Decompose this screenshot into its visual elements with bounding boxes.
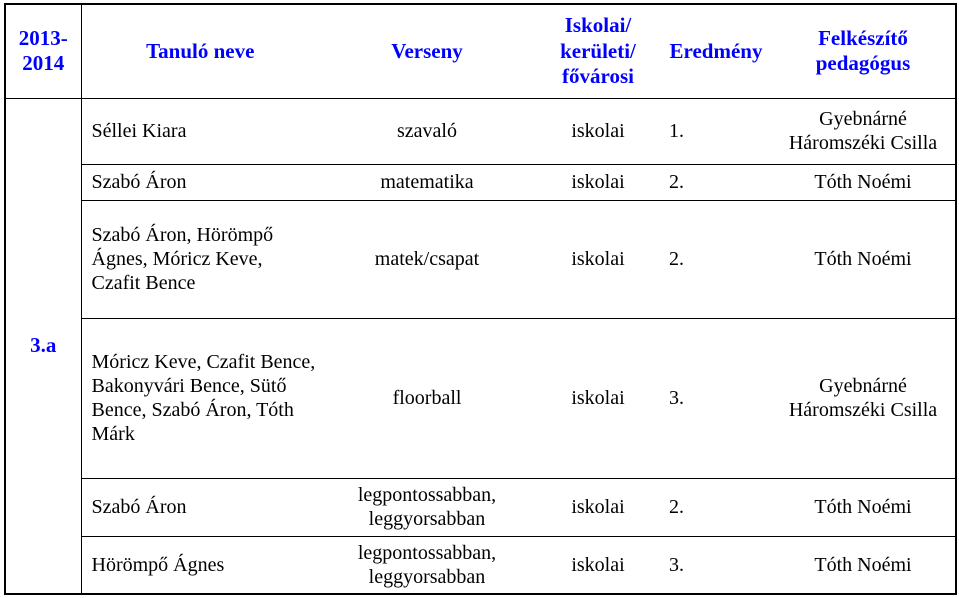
class-label: 3.a xyxy=(5,98,81,594)
header-year: 2013-2014 xyxy=(5,4,81,98)
table-row xyxy=(5,200,956,318)
row-competition: matematika xyxy=(319,164,535,200)
row-teacher: Gyebnárné Háromszéki Csilla xyxy=(788,108,938,154)
row-student: Hörömpő Ágnes xyxy=(81,536,319,594)
row-teacher: Gyebnárné Háromszéki Csilla xyxy=(771,318,956,478)
row-result: 2. xyxy=(661,478,771,536)
row-teacher: Tóth Noémi xyxy=(771,164,956,200)
row-result: 3. xyxy=(661,536,771,594)
row-teacher: Tóth Noémi xyxy=(771,536,956,594)
header-teacher: Felkészítő pedagógus xyxy=(771,4,956,98)
row-competition: floorball xyxy=(319,318,535,478)
row-student: Szabó Áron xyxy=(81,164,319,200)
row-student: Móricz Keve, Czafit Bence, Bakonyvári Bence, Sütő Bence, Szabó Áron, Tóth Márk xyxy=(81,318,319,478)
row-teacher: Tóth Noémi xyxy=(771,478,956,536)
row-competition: matek/csapat xyxy=(319,200,535,318)
row-competition: legpontossabban, leggyorsabban xyxy=(319,478,535,536)
row-result: 1. xyxy=(669,120,684,142)
competition-table-wrapper xyxy=(4,3,955,595)
row-student: Szabó Áron xyxy=(81,478,319,536)
table-row xyxy=(5,164,956,200)
header-result: Eredmény xyxy=(661,4,771,98)
header-student: Tanuló neve xyxy=(81,4,319,98)
row-level: iskolai xyxy=(535,536,661,594)
row-competition: legpontossabban, leggyorsabban xyxy=(319,536,535,594)
row-level: iskolai xyxy=(535,318,661,478)
header-competition: Verseny xyxy=(319,4,535,98)
header-row xyxy=(5,4,956,98)
competition-table xyxy=(4,3,957,595)
row-result: 2. xyxy=(661,164,771,200)
row-level: iskolai xyxy=(535,200,661,318)
row-level: iskolai xyxy=(571,120,625,142)
table-row xyxy=(5,536,956,594)
table-row xyxy=(5,98,956,164)
row-teacher: Tóth Noémi xyxy=(771,200,956,318)
row-level: iskolai xyxy=(535,478,661,536)
row-student: Séllei Kiara xyxy=(91,120,187,142)
table-row xyxy=(5,478,956,536)
row-level: iskolai xyxy=(535,164,661,200)
table-row xyxy=(5,318,956,478)
row-competition: szavaló xyxy=(397,120,457,142)
row-student: Szabó Áron, Hörömpő Ágnes, Móricz Keve, Czafit Bence xyxy=(81,200,319,318)
header-level: Iskolai/ kerületi/ fővárosi xyxy=(535,4,661,98)
row-result: 3. xyxy=(661,318,771,478)
row-result: 2. xyxy=(661,200,771,318)
